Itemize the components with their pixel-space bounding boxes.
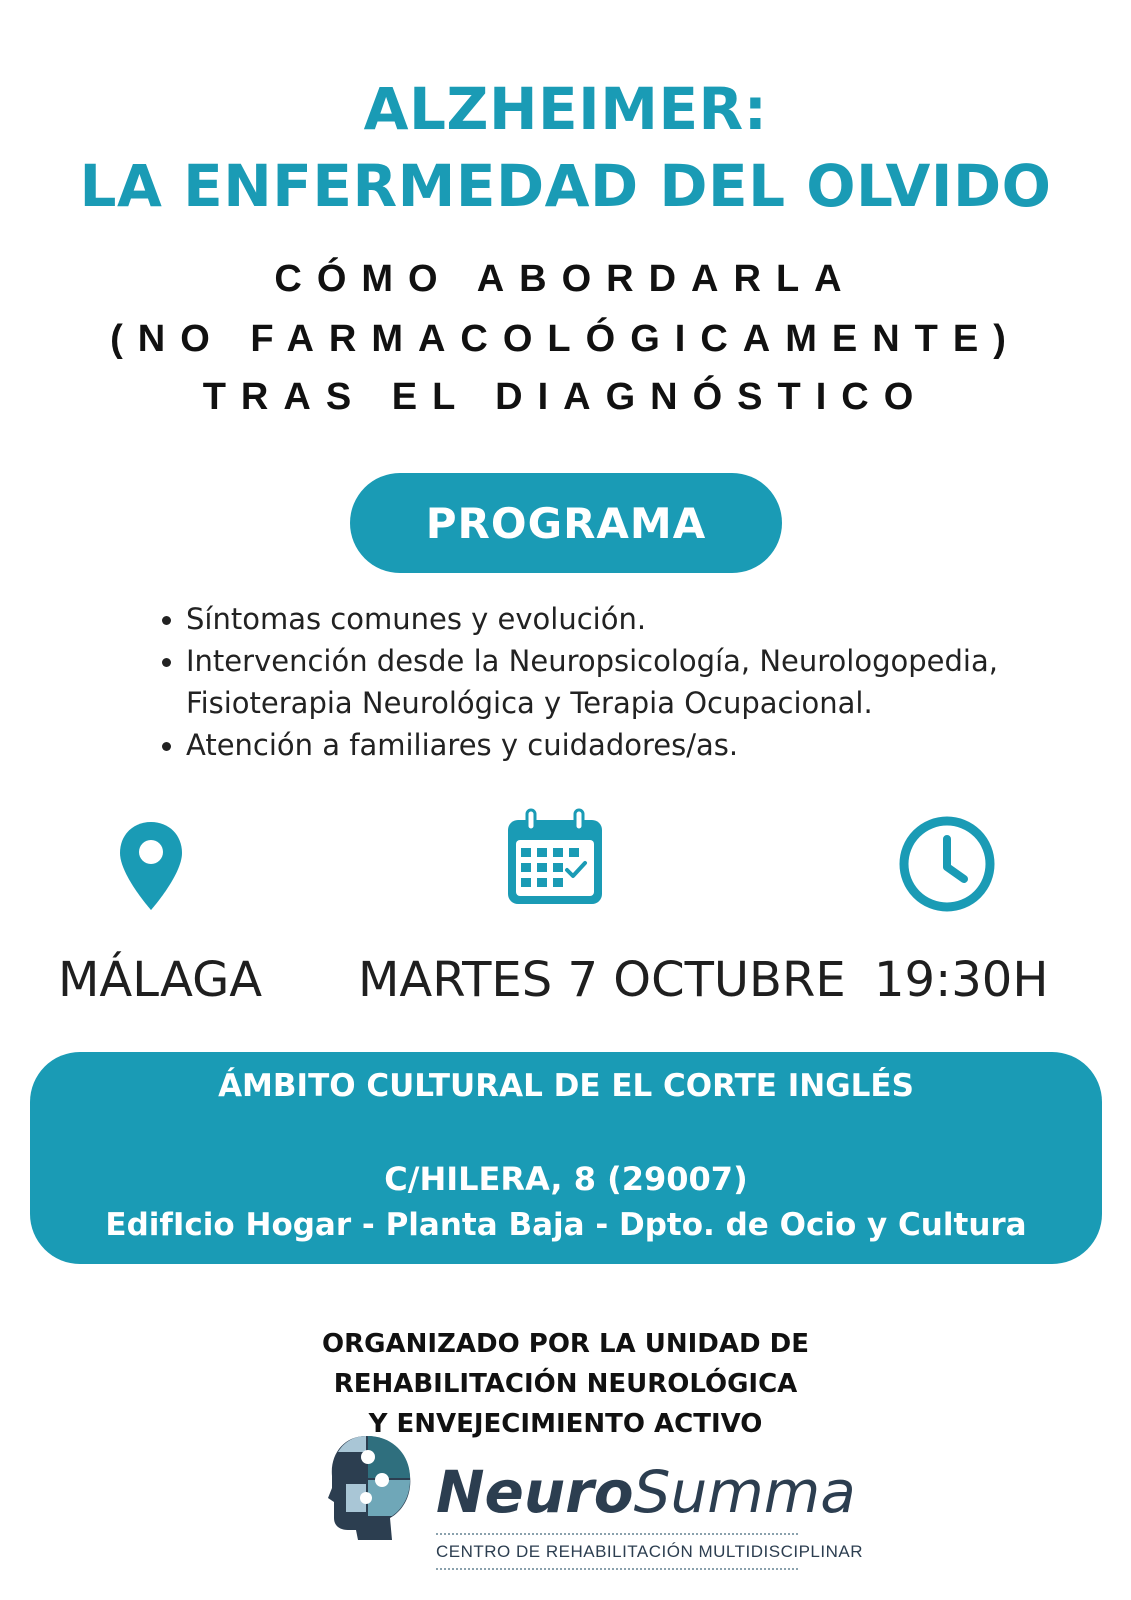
program-item: Atención a familiares y cuidadores/as. [160, 724, 1000, 766]
program-item: Intervención desde la Neuropsicología, Neurologopedia, Fisioterapia Neurológica y Terapia Ocupacional. [160, 640, 1000, 724]
title-line-2: LA ENFERMEDAD DEL OLVIDO [79, 152, 1052, 220]
venue-name: ÁMBITO CULTURAL DE EL CORTE INGLÉS [218, 1068, 914, 1104]
venue-address: C/HILERA, 8 (29007) [384, 1160, 748, 1198]
divider [436, 1533, 798, 1535]
event-date: MARTES 7 OCTUBRE [358, 952, 846, 1008]
divider [436, 1568, 798, 1570]
brand-name-summa: Summa [633, 1458, 856, 1526]
venue-detail: EdifIcio Hogar - Planta Baja - Dpto. de Ocio y Cultura [105, 1207, 1027, 1243]
program-badge: PROGRAMA [350, 473, 782, 573]
program-list [160, 598, 1000, 766]
venue-box [30, 1052, 1102, 1264]
subtitle-line-2: (NO FARMACOLÓGICAMENTE) [110, 318, 1021, 360]
organizer-line-1: ORGANIZADO POR LA UNIDAD DE [322, 1329, 809, 1359]
organizer-line-2: REHABILITACIÓN NEUROLÓGICA [333, 1369, 798, 1399]
calendar-icon [505, 808, 605, 908]
title-line-1: ALZHEIMER: [363, 75, 768, 143]
location-pin-icon [118, 820, 184, 912]
organizer-line-3: Y ENVEJECIMIENTO ACTIVO [368, 1409, 763, 1439]
event-time: 19:30H [874, 952, 1049, 1008]
brand-logo [436, 1458, 856, 1526]
event-city: MÁLAGA [58, 952, 263, 1008]
neurosumma-logo-icon [326, 1432, 414, 1542]
clock-icon [898, 815, 996, 913]
program-item: Síntomas comunes y evolución. [160, 598, 1000, 640]
organizer [0, 1324, 1131, 1444]
brand-name-neuro: Neuro [436, 1458, 634, 1526]
brand-tagline: CENTRO DE REHABILITACIÓN MULTIDISCIPLINAR [436, 1542, 863, 1561]
subtitle-line-3: TRAS EL DIAGNÓSTICO [202, 376, 929, 418]
subtitle-line-1: CÓMO ABORDARLA [274, 258, 857, 300]
